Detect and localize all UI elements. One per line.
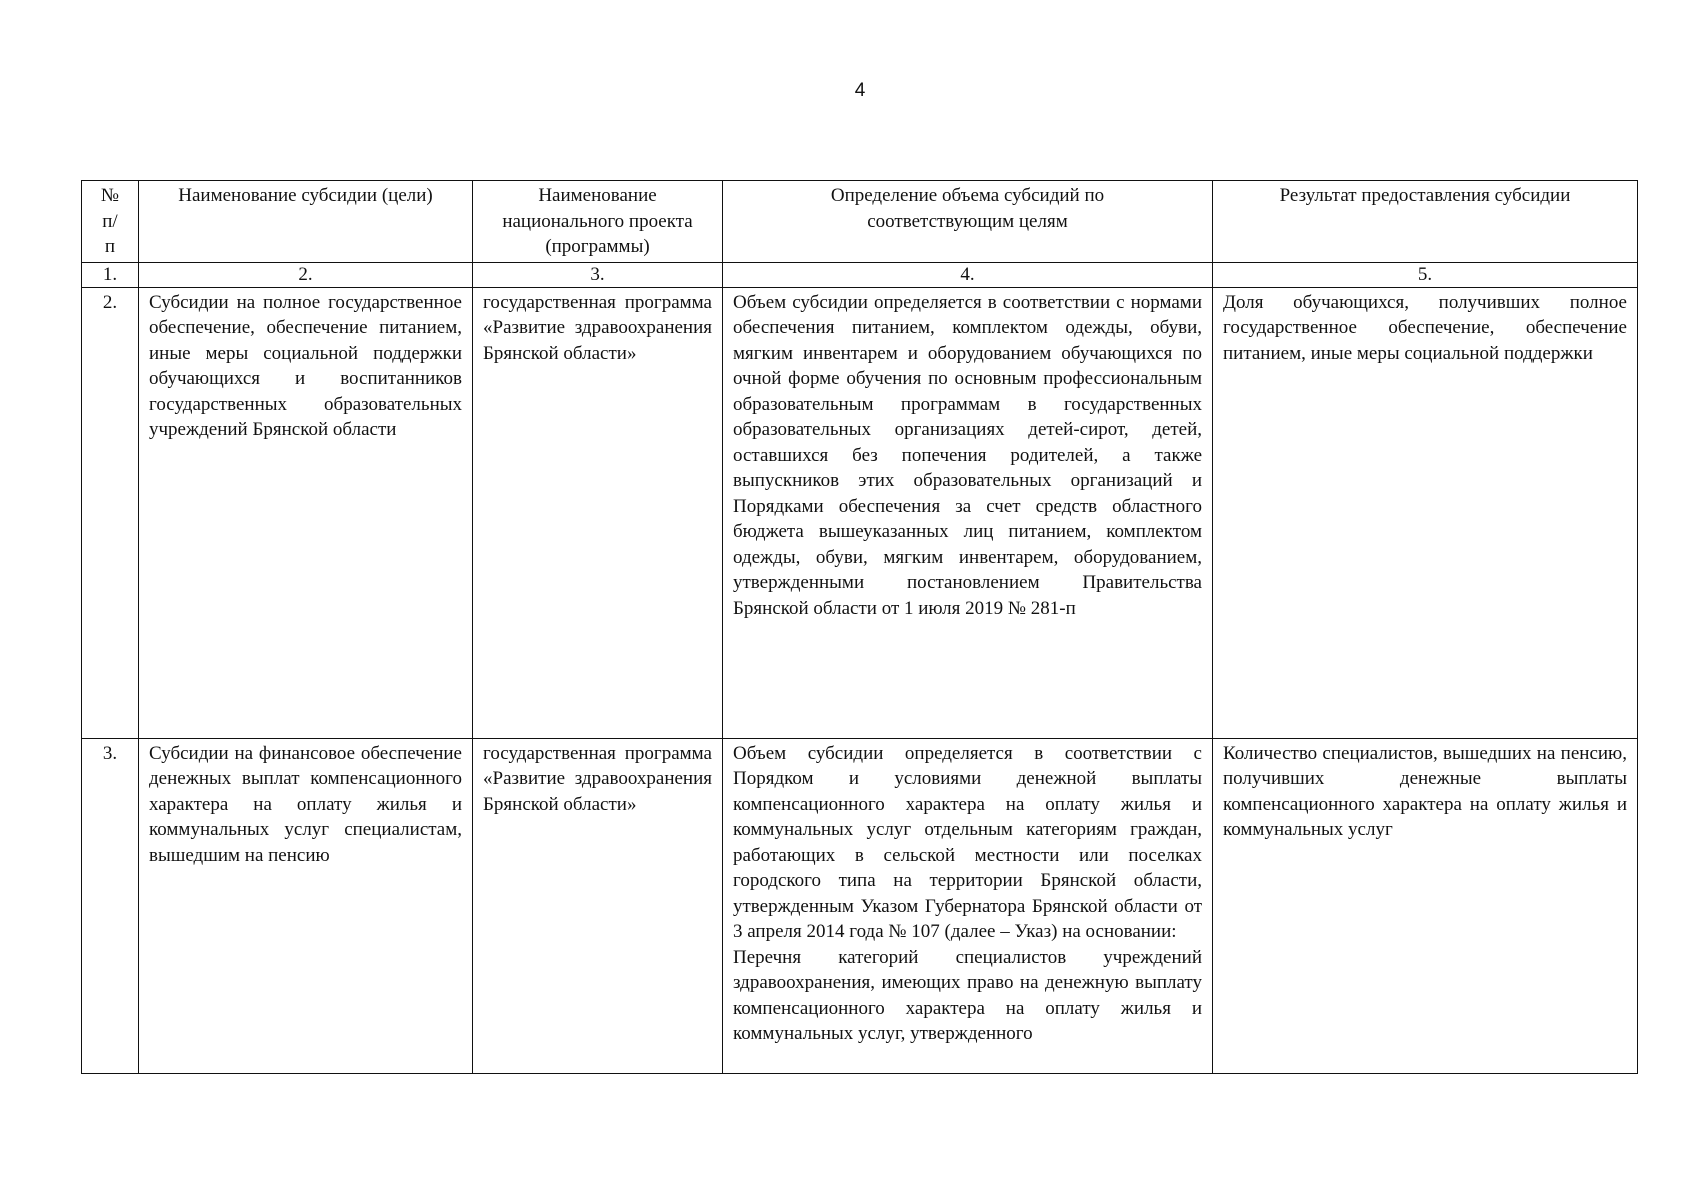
volume-cell: Объем субсидии определяется в соответствии с нормами обеспечения питанием, комплектом одежды, обуви, мягким инвентарем и оборудованием обучающихся по очной форме обучения по основным профессиональным образовательным программам в государственных образовательных организациях детей-сирот, детей, оставшихся без попечения родителей, а также выпускников этих образовательных организаций и Порядками обеспечения за счет средств областного бюджета вышеуказанных лиц питанием, комплектом одежды, обуви, мягким инвентарем, оборудованием, утвержденными постановлением Правительства Брянской области от 1 июля 2019 № 281-п — [723, 287, 1213, 738]
program-cell: государственная программа «Развитие здравоохранения Брянской области» — [473, 287, 723, 738]
column-number: 5. — [1213, 262, 1638, 287]
row-number: 3. — [82, 738, 139, 1073]
result-cell: Доля обучающихся, получивших полное государственное обеспечение, обеспечение питанием, иные меры социальной поддержки — [1213, 287, 1638, 738]
volume-paragraph: Объем субсидии определяется в соответствии с Порядком и условиями денежной выплаты компенсационного характера на оплату жилья и коммунальных услуг отдельным категориям граждан, работающих в сельской местности или поселках городского типа на территории Брянской области, утвержденным Указом Губернатора Брянской области от 3 апреля 2014 года № 107 (далее – Указ) на основании: — [733, 742, 1202, 942]
header-name: Наименование субсидии (цели) — [139, 181, 473, 263]
column-number: 4. — [723, 262, 1213, 287]
page-number: 4 — [854, 80, 866, 101]
column-number: 3. — [473, 262, 723, 287]
subsidy-name-cell: Субсидии на финансовое обеспечение денежных выплат компенсационного характера на оплату жилья и коммунальных услуг специалистам, вышедшим на пенсию — [139, 738, 473, 1073]
header-volume: Определение объема субсидий по соответствующим целям — [723, 181, 1213, 263]
subsidy-name-cell: Субсидии на полное государственное обеспечение, обеспечение питанием, иные меры социальной поддержки обучающихся и воспитанников государственных образовательных учреждений Брянской области — [139, 287, 473, 738]
column-number-row — [82, 262, 1638, 287]
result-cell: Количество специалистов, вышедших на пенсию, получивших денежные выплаты компенсационного характера на оплату жилья и коммунальных услуг — [1213, 738, 1638, 1073]
row-number: 2. — [82, 287, 139, 738]
header-result: Результат предоставления субсидии — [1213, 181, 1638, 263]
volume-cell — [723, 738, 1213, 1073]
column-number: 2. — [139, 262, 473, 287]
header-project: Наименование национального проекта (программы) — [473, 181, 723, 263]
table-row — [82, 738, 1638, 1073]
subsidy-table — [81, 180, 1638, 1074]
table-row — [82, 287, 1638, 738]
column-number: 1. — [82, 262, 139, 287]
program-cell: государственная программа «Развитие здравоохранения Брянской области» — [473, 738, 723, 1073]
volume-paragraph: Перечня категорий специалистов учреждений здравоохранения, имеющих право на денежную выплату компенсационного характера на оплату жилья и коммунальных услуг, утвержденного — [733, 946, 1202, 1044]
header-num: № п/п — [82, 181, 139, 263]
header-row — [82, 181, 1638, 263]
